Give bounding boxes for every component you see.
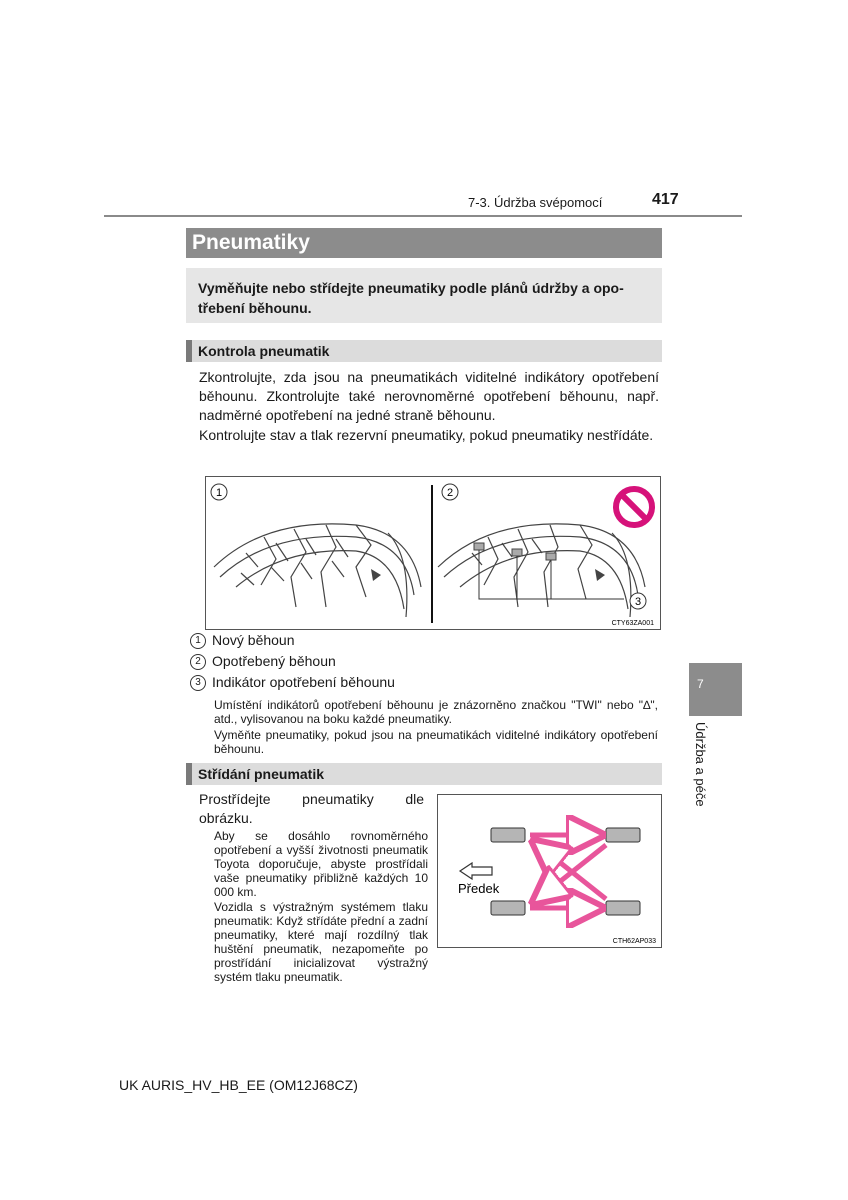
legend-text-3: Indikátor opotřebení běhounu [212,674,395,690]
tire-front-right [606,828,640,842]
figure-code-check: CTY63ZA001 [611,620,654,627]
front-label: Předek [458,881,500,896]
legend-text-2: Opotřebený běhoun [212,653,336,669]
page-number: 417 [652,191,679,208]
front-arrow-icon [460,863,492,879]
check-note-1: Umístění indikátorů opotřebení běhounu je znázorněno značkou "TWI" nebo "∆", atd., vylisovanou na boku každé pneumatiky. [214,698,658,726]
legend-num-3: 3 [190,675,206,691]
legend-num-1: 1 [190,633,206,649]
rotation-figure [437,794,662,948]
new-tread-tire [214,524,421,617]
running-header-section: 7-3. Údržba svépomocí [468,195,603,210]
chapter-tab [689,663,742,716]
check-note-2: Vyměňte pneumatiky, pokud jsou na pneumatikách viditelné indikátory opotřebení běhounu. [214,728,658,756]
legend-text-1: Nový běhoun [212,632,295,648]
prohibited-icon [616,489,652,525]
footer-doc-code: UK AURIS_HV_HB_EE (OM12J68CZ) [119,1077,358,1093]
check-para-1: Zkontrolujte, zda jsou na pneumatikách viditelné indikátory opotřebení běhounu. Zkontrolujte také nerovnoměrné opotřebení běhounu, např. nadměrné opotřebení na jedné straně běhounu. [199,369,659,423]
legend-num-2: 2 [190,654,206,670]
intro-box [186,268,662,323]
legend-item-2 [190,653,336,671]
wear-indicator-1 [474,543,484,550]
fig-label-1: 1 [215,487,223,499]
intro-text: Vyměňujte nebo střídejte pneumatiky podle plánů údržby a opo- třebení běhounu. [198,280,624,316]
tire-front-left [491,828,525,842]
section-heading-check-label: Kontrola pneumatik [198,343,330,359]
page-title: Pneumatiky [192,231,310,254]
rotate-note-2: Vozidla s výstražným systémem tlaku pneumatik: Když střídáte přední a zadní pneumatiky, které mají rozdílný tlak huštění pneumatik, nezapomeňte po prostřídání inicializovat výstražný systém tlaku pneumatik. [214,900,428,984]
tri-mark-right [595,569,605,581]
tread-wear-illustration [206,477,660,629]
section-heading-rotate-label: Střídání pneumatik [198,766,325,782]
chapter-label: Údržba a péče [693,722,708,807]
tread-wear-figure [205,476,661,630]
tri-mark-left [371,569,381,581]
worn-tread-tire [438,524,645,617]
rotation-diagram [438,795,661,947]
legend-item-1 [190,632,295,650]
chapter-number: 7 [697,677,704,691]
rotation-arrows [530,835,606,908]
legend-item-3 [190,674,395,692]
section-heading-check [186,340,662,362]
wear-indicator-2 [512,549,522,556]
tire-rear-left [491,901,525,915]
tire-rear-right [606,901,640,915]
page-title-bar [186,228,662,258]
header-rule [104,215,742,217]
fig-label-2: 2 [446,487,454,499]
wear-indicator-3 [546,553,556,560]
rotate-para-1: Prostřídejte pneumatiky dle obrázku. [199,791,424,826]
check-para-2: Kontrolujte stav a tlak rezervní pneumatiky, pokud pneumatiky nestřídáte. [199,427,654,443]
fig-label-3: 3 [634,596,642,608]
figure-code-rotate: CTH62AP033 [612,938,656,945]
section-heading-rotate [186,763,662,785]
rotate-note-1: Aby se dosáhlo rovnoměrného opotřebení a vyšší životnosti pneumatik Toyota doporučuje, abyste prostřídali vaše pneumatiky přibližně každých 10 000 km. [214,829,428,899]
